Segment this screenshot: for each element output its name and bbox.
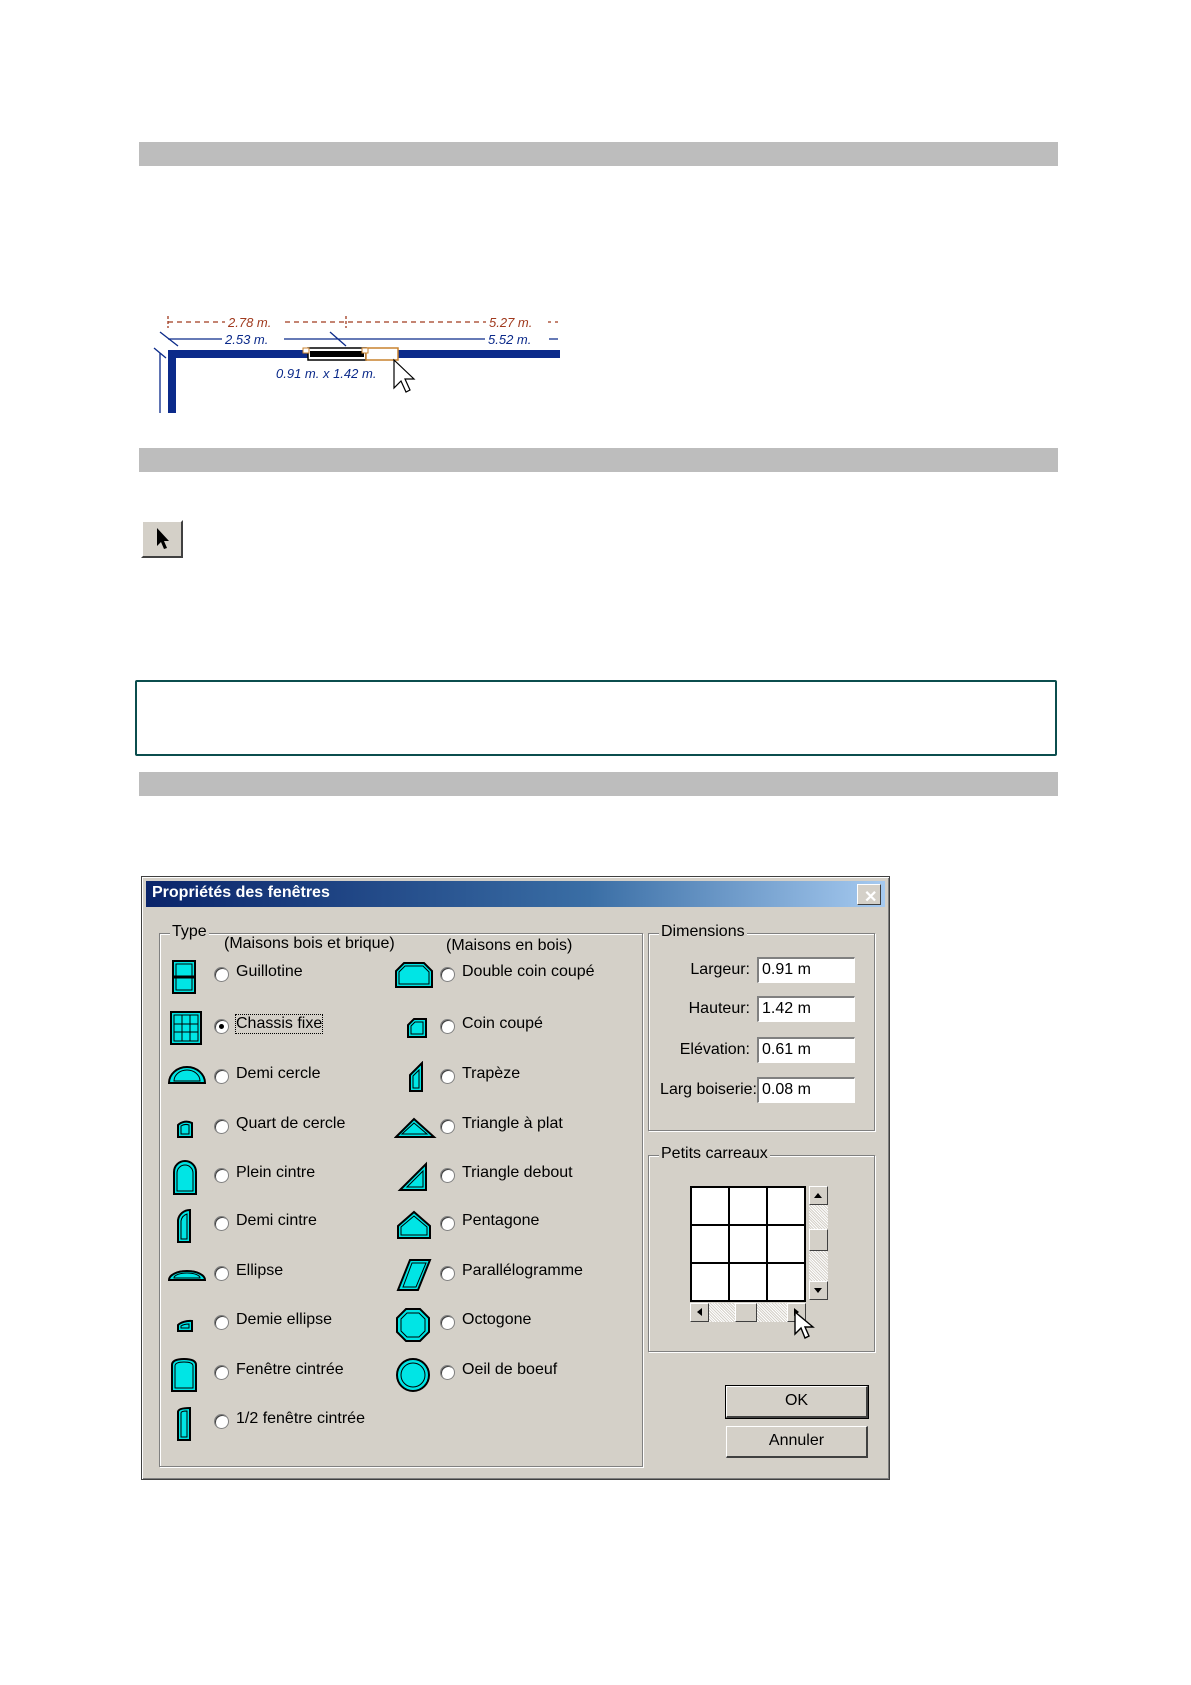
select-tool-button[interactable] — [141, 520, 183, 558]
label-ellipse: Ellipse — [236, 1262, 284, 1279]
round-window-icon — [394, 1357, 438, 1393]
option-chassis-fixe[interactable] — [168, 1011, 348, 1041]
ok-button[interactable]: OK — [726, 1386, 868, 1418]
largeur-row — [655, 957, 865, 985]
half-arched-window-icon — [168, 1406, 212, 1442]
label-quart-de-cercle: Quart de cercle — [236, 1115, 346, 1132]
double-cut-corner-window-icon — [394, 959, 438, 995]
option-demi-cercle[interactable] — [168, 1061, 348, 1091]
arrow-left-icon — [691, 1304, 708, 1321]
dim-outer-left: 2.78 m. — [228, 315, 272, 330]
elevation-row — [655, 1037, 865, 1065]
radio-triangle-a-plat[interactable] — [440, 1119, 455, 1134]
option-trapeze[interactable] — [394, 1061, 619, 1091]
vertical-scroll-thumb[interactable] — [809, 1229, 828, 1251]
label-double-coin-coupe: Double coin coupé — [462, 963, 595, 980]
standing-triangle-window-icon — [394, 1160, 438, 1196]
ellipse-window-icon — [168, 1258, 212, 1294]
dialog-title: Propriétés des fenêtres — [152, 884, 330, 901]
sash-window-icon — [168, 959, 212, 995]
arrow-up-icon — [810, 1187, 827, 1204]
larg-boiserie-input[interactable]: 0.08 m — [757, 1077, 855, 1103]
larg-boiserie-label: Larg boiserie: — [660, 1081, 757, 1098]
round-arch-window-icon — [168, 1160, 212, 1196]
half-circle-window-icon — [168, 1061, 212, 1097]
label-triangle-a-plat: Triangle à plat — [462, 1115, 563, 1132]
option-octogone[interactable] — [394, 1307, 619, 1337]
option-coin-coupe[interactable] — [394, 1011, 619, 1041]
radio-double-coin-coupe[interactable] — [440, 967, 455, 982]
dim-window-size: 0.91 m. x 1.42 m. — [276, 366, 377, 381]
label-guillotine: Guillotine — [236, 963, 303, 980]
col1-header: (Maisons bois et brique) — [224, 935, 395, 952]
label-coin-coupe: Coin coupé — [462, 1015, 543, 1032]
larg-boiserie-row — [655, 1077, 865, 1105]
octagon-window-icon — [394, 1307, 438, 1343]
fixed-grid-window-icon — [168, 1011, 212, 1047]
parallelogram-window-icon — [394, 1258, 438, 1294]
dim-outer-right: 5.27 m. — [489, 315, 533, 330]
hauteur-row — [655, 996, 865, 1024]
arched-window-icon — [168, 1357, 212, 1393]
label-parallelogramme: Parallélogramme — [462, 1262, 583, 1279]
note-box — [135, 680, 1057, 756]
label-octogone: Octogone — [462, 1311, 532, 1328]
largeur-label: Largeur: — [690, 961, 750, 978]
radio-ellipse[interactable] — [214, 1266, 229, 1281]
elevation-input[interactable]: 0.61 m — [757, 1037, 855, 1063]
elevation-label: Elévation: — [679, 1041, 750, 1058]
largeur-input[interactable]: 0.91 m — [757, 957, 855, 983]
option-triangle-a-plat[interactable] — [394, 1111, 619, 1141]
option-plein-cintre[interactable] — [168, 1160, 348, 1190]
pointer-arrow-icon — [143, 522, 181, 556]
hauteur-label: Hauteur: — [688, 1000, 750, 1017]
option-demi-fenetre-cintree[interactable] — [168, 1406, 365, 1436]
option-fenetre-cintree[interactable] — [168, 1357, 348, 1387]
quarter-circle-window-icon — [168, 1111, 212, 1147]
arrow-down-icon — [810, 1282, 827, 1299]
label-pentagone: Pentagone — [462, 1212, 540, 1229]
radio-demi-fenetre-cintree[interactable] — [214, 1414, 229, 1429]
dialog-titlebar — [146, 881, 885, 907]
pentagon-window-icon — [394, 1208, 438, 1244]
radio-fenetre-cintree[interactable] — [214, 1365, 229, 1380]
radio-pentagone[interactable] — [440, 1216, 455, 1231]
trapezoid-window-icon — [394, 1061, 438, 1097]
option-guillotine[interactable] — [168, 959, 348, 989]
label-fenetre-cintree: Fenêtre cintrée — [236, 1361, 344, 1378]
label-demi-fenetre-cintree: 1/2 fenêtre cintrée — [236, 1410, 365, 1427]
mouse-cursor-icon — [793, 1310, 817, 1342]
radio-plein-cintre[interactable] — [214, 1168, 229, 1183]
radio-quart-de-cercle[interactable] — [214, 1119, 229, 1134]
radio-chassis-fixe[interactable] — [214, 1019, 229, 1034]
radio-oeil-de-boeuf[interactable] — [440, 1365, 455, 1380]
option-parallelogramme[interactable] — [394, 1258, 619, 1288]
cut-corner-window-icon — [394, 1011, 438, 1047]
type-group-label: Type — [172, 923, 207, 940]
label-chassis-fixe: Chassis fixe — [236, 1015, 323, 1032]
radio-demi-cercle[interactable] — [214, 1069, 229, 1084]
petits-carreaux-label: Petits carreaux — [661, 1145, 768, 1162]
dim-inner-left: 2.53 m. — [225, 332, 269, 347]
section-bar-3 — [139, 772, 1058, 796]
label-trapeze: Trapèze — [462, 1065, 521, 1082]
label-demie-ellipse: Demie ellipse — [236, 1311, 333, 1328]
col2-header: (Maisons en bois) — [446, 937, 573, 954]
section-bar-1 — [139, 142, 1058, 166]
label-plein-cintre: Plein cintre — [236, 1164, 316, 1181]
option-triangle-debout[interactable] — [394, 1160, 619, 1190]
radio-triangle-debout[interactable] — [440, 1168, 455, 1183]
close-icon: ✕ — [864, 889, 878, 906]
section-bar-2 — [139, 448, 1058, 472]
radio-demie-ellipse[interactable] — [214, 1315, 229, 1330]
option-oeil-de-boeuf[interactable] — [394, 1357, 619, 1387]
window-properties-dialog — [141, 876, 890, 1480]
dimensions-group-label: Dimensions — [661, 923, 745, 940]
flat-triangle-window-icon — [394, 1111, 438, 1147]
radio-demi-cintre[interactable] — [214, 1216, 229, 1231]
hauteur-input[interactable]: 1.42 m — [757, 996, 855, 1022]
dim-inner-right: 5.52 m. — [488, 332, 532, 347]
half-arch-window-icon — [168, 1208, 212, 1244]
option-quart-de-cercle[interactable] — [168, 1111, 348, 1141]
cancel-button[interactable]: Annuler — [726, 1426, 868, 1458]
option-demie-ellipse[interactable] — [168, 1307, 348, 1337]
radio-octogone[interactable] — [440, 1315, 455, 1330]
option-double-coin-coupe[interactable] — [394, 959, 619, 989]
horizontal-scroll-thumb[interactable] — [735, 1303, 757, 1322]
radio-guillotine[interactable] — [214, 967, 229, 982]
radio-trapeze[interactable] — [440, 1069, 455, 1084]
label-demi-cintre: Demi cintre — [236, 1212, 317, 1229]
option-ellipse[interactable] — [168, 1258, 348, 1288]
half-ellipse-window-icon — [168, 1307, 212, 1343]
scroll-up-button[interactable] — [809, 1186, 828, 1205]
option-pentagone[interactable] — [394, 1208, 619, 1238]
radio-coin-coupe[interactable] — [440, 1019, 455, 1034]
scroll-down-button[interactable] — [809, 1281, 828, 1300]
wall-plan-drawing — [150, 308, 560, 413]
label-oeil-de-boeuf: Oeil de boeuf — [462, 1361, 558, 1378]
option-demi-cintre[interactable] — [168, 1208, 348, 1238]
radio-parallelogramme[interactable] — [440, 1266, 455, 1281]
label-triangle-debout: Triangle debout — [462, 1164, 573, 1181]
scroll-left-button[interactable] — [690, 1303, 709, 1322]
label-demi-cercle: Demi cercle — [236, 1065, 321, 1082]
pane-grid-preview — [690, 1186, 806, 1302]
close-button[interactable] — [857, 884, 881, 905]
